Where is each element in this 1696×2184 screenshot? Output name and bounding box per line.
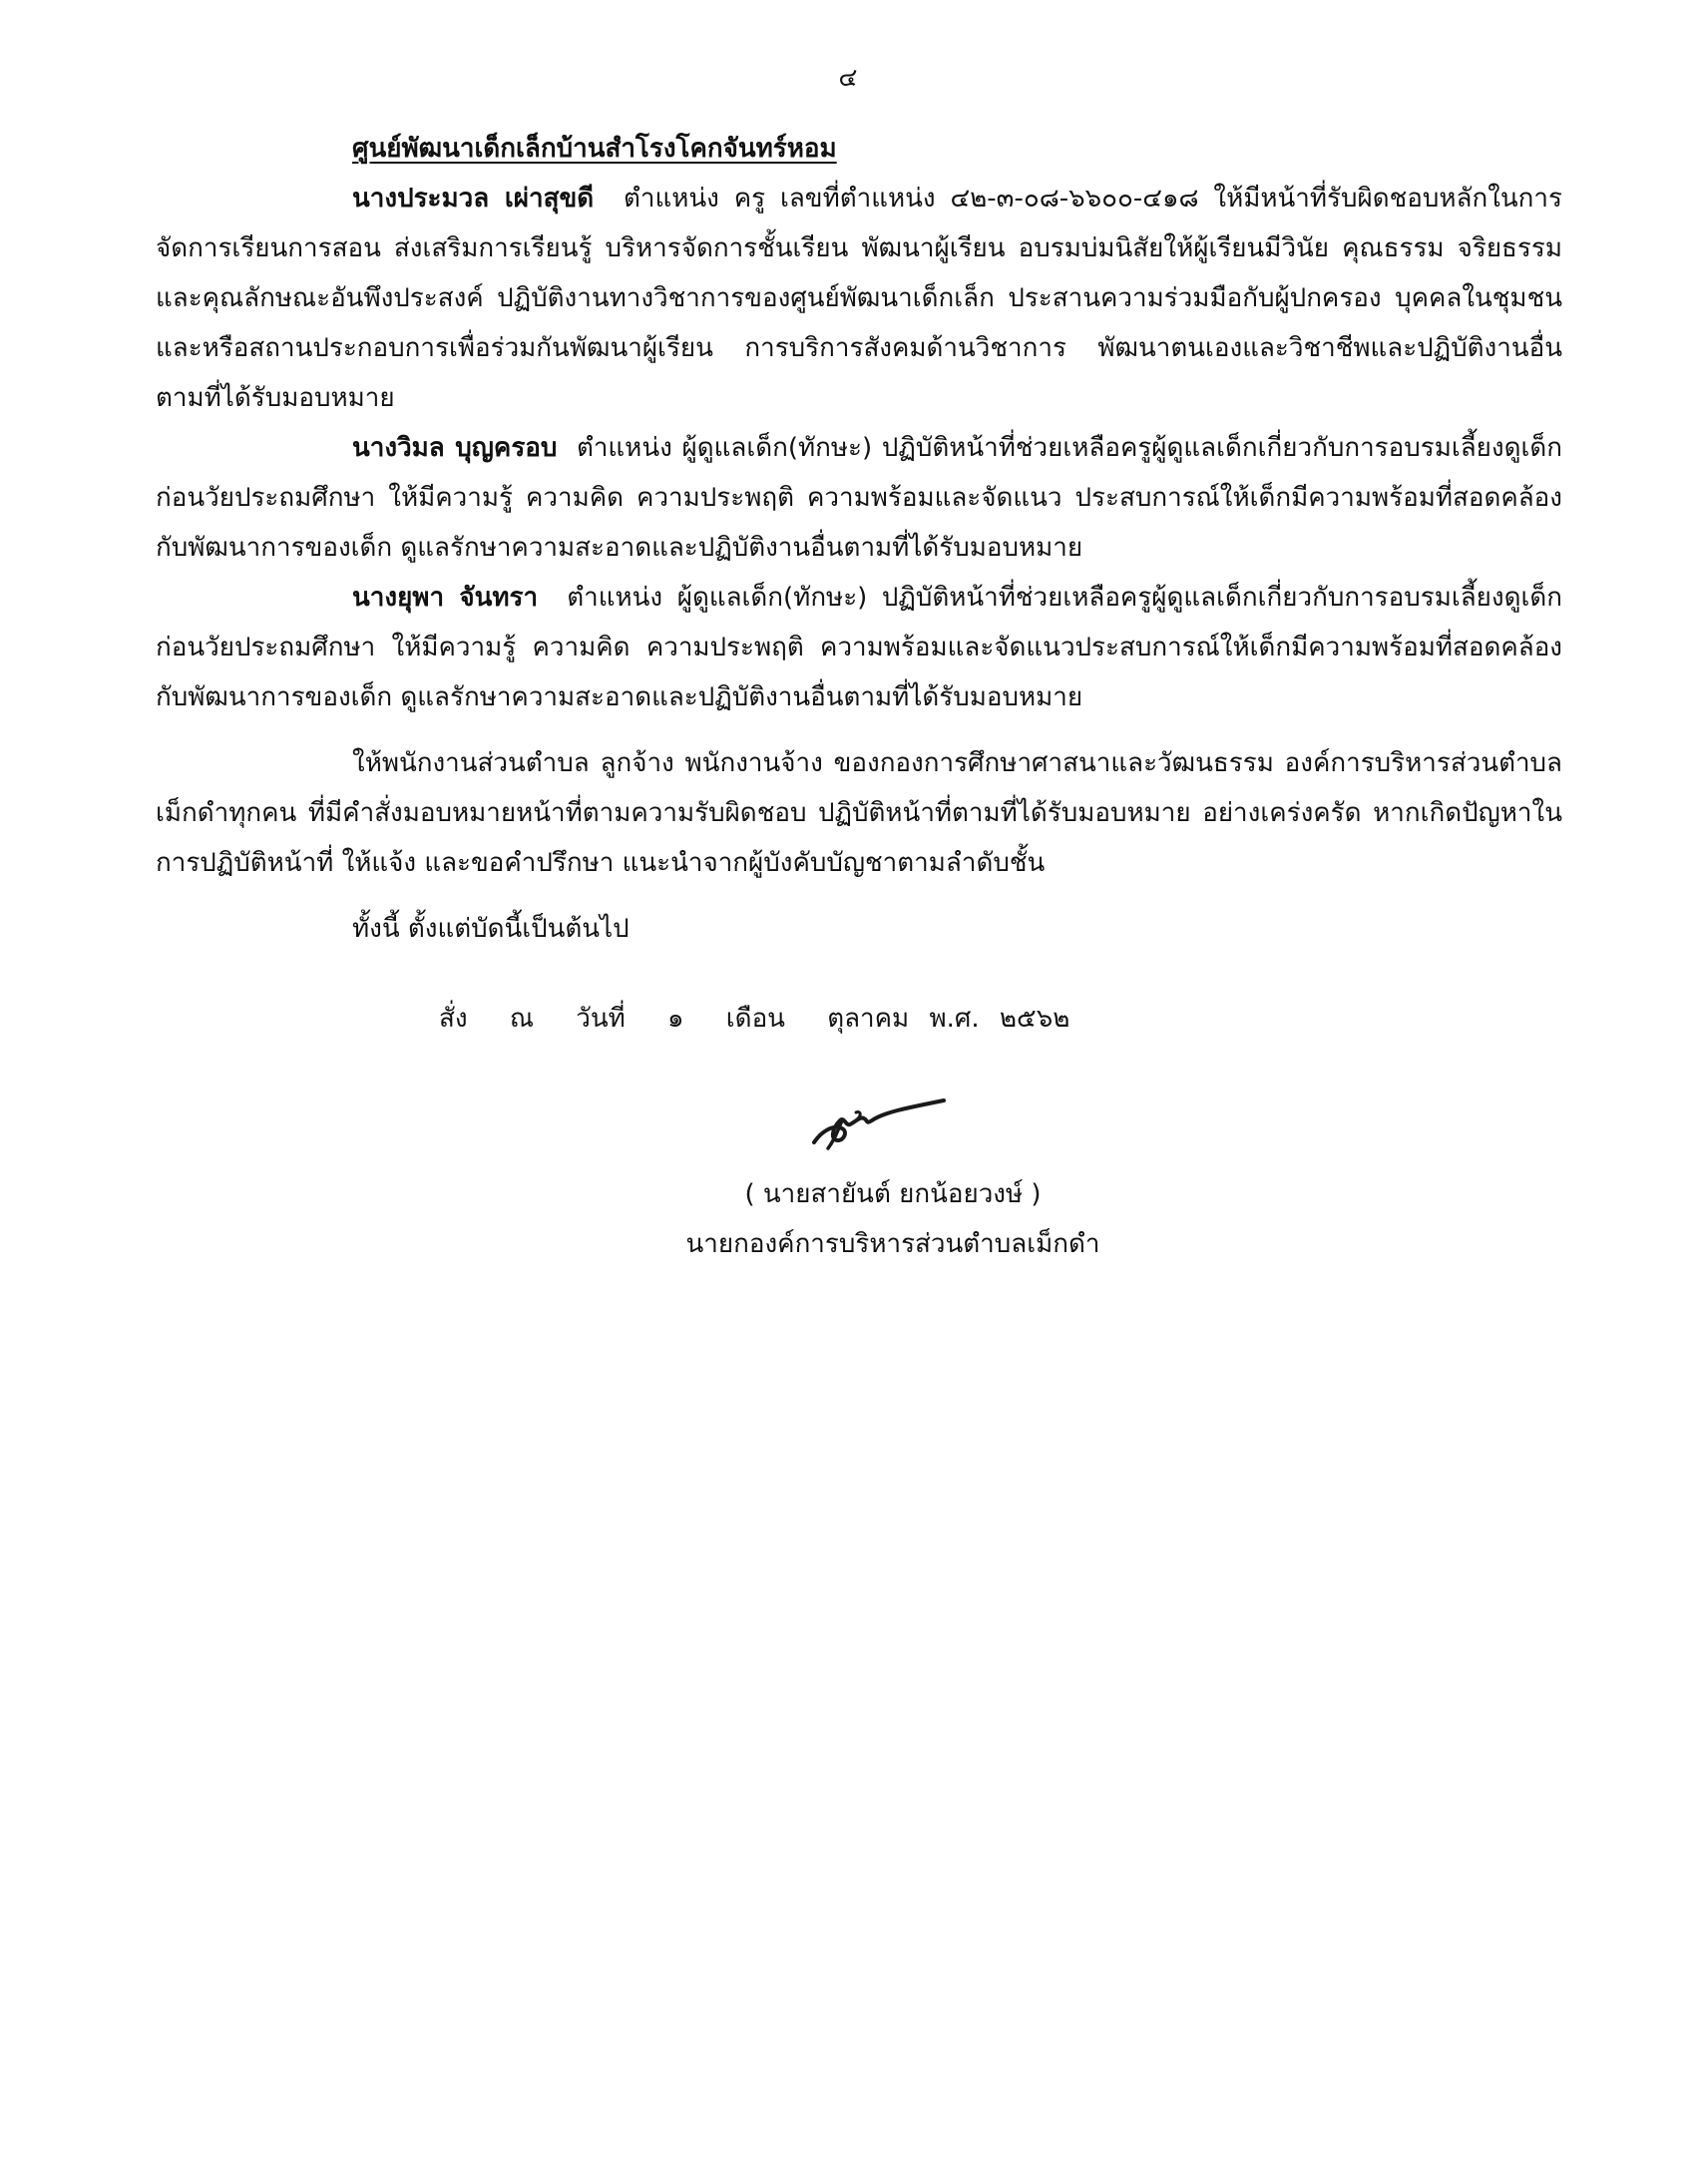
section-heading: ศูนย์พัฒนาเด็กเล็กบ้านสำโรงโคกจันทร์หอม [352,134,837,164]
date-year: ๒๕๖๒ [999,1004,1070,1034]
staff-paragraph-1 [156,174,1562,423]
date-prefix: สั่ง [439,1004,468,1034]
staff-duty: ตำแหน่ง ผู้ดูแลเด็ก(ทักษะ) ปฏิบัติหน้าที่ช่วยเหลือครูผู้ดูแลเด็กเกี่ยวกับการอบรมเลี้ยงดูเด็กก่อนวัยประถมศึกษา ให้มีความรู้ ความคิด ความประพฤติ ความพร้อมและจัดแนว ประสบการณ์ให้เด็กมีความพร้อมที่สอดคล้องกับพัฒนาการของเด็ก ดูแลรักษาความสะอาดและปฏิบัติงานอื่นตามที่ได้รับมอบหมาย [156,433,1563,563]
effective-clause: ทั้งนี้ ตั้งแต่บัดนี้เป็นต้นไป [352,914,630,944]
staff-paragraph-3 [156,573,1562,722]
signatory-title: นายกองค์การบริหารส่วนตำบลเม็กดำ [685,1229,1100,1259]
page-number: ๔ [838,63,858,92]
staff-name: นางวิมล บุญครอบ [352,433,558,463]
date-year-label: พ.ศ. [929,1004,980,1034]
staff-name: นางประมวล เผ่าสุขดี [352,184,595,214]
order-date [439,998,1103,1039]
date-month-label: เดือน [725,1004,785,1034]
staff-duty: ตำแหน่ง ครู เลขที่ตำแหน่ง ๔๒-๓-๐๘-๖๖๐๐-๔๑๘ ให้มีหน้าที่รับผิดชอบหลักในการจัดการเรียนการสอน ส่งเสริมการเรียนรู้ บริหารจัดการชั้นเรียน พัฒนาผู้เรียน อบรมบ่มนิสัยให้ผู้เรียนมีวินัย คุณธรรม จริยธรรม และคุณลักษณะอันพึงประสงค์ ปฏิบัติงานทางวิชาการของศูนย์พัฒนาเด็กเล็ก ประสานความร่วมมือกับผู้ปกครอง บุคคลในชุมชน และหรือสถานประกอบการเพื่อร่วมกันพัฒนาผู้เรียน การบริการสังคมด้านวิชาการ พัฒนาตนเองและวิชาชีพและปฏิบัติงานอื่นตามที่ได้รับมอบหมาย [156,184,1562,413]
date-day-label: วันที่ [576,1004,626,1034]
staff-duty: ตำแหน่ง ผู้ดูแลเด็ก(ทักษะ) ปฏิบัติหน้าที่ช่วยเหลือครูผู้ดูแลเด็กเกี่ยวกับการอบรมเลี้ยงดูเด็กก่อนวัยประถมศึกษา ให้มีความรู้ ความคิด ความประพฤติ ความพร้อมและจัดแนวประสบการณ์ให้เด็กมีความพร้อมที่สอดคล้องกับพัฒนาการของเด็ก ดูแลรักษาความสะอาดและปฏิบัติงานอื่นตามที่ได้รับมอบหมาย [156,583,1562,712]
document-body [156,124,1562,954]
signatory-name: ( นายสายันต์ ยกน้อยวงษ์ ) [744,1179,1042,1209]
staff-paragraph-2 [156,423,1562,573]
date-day: ๑ [667,1004,684,1034]
date-at: ณ [509,1004,534,1034]
staff-name: นางยุพา จันทรา [352,583,539,613]
instruction-paragraph: ให้พนักงานส่วนตำบล ลูกจ้าง พนักงานจ้าง ของกองการศึกษาศาสนาและวัฒนธรรม องค์การบริหารส่วนตำบลเม็กดำทุกคน ที่มีคำสั่งมอบหมายหน้าที่ตามความรับผิดชอบ ปฏิบัติหน้าที่ตามที่ได้รับมอบหมาย อย่างเคร่งครัด หากเกิดปัญหาในการปฏิบัติหน้าที่ ให้แจ้ง และขอคำปรึกษา แนะนำจากผู้บังคับบัญชาตามลำดับชั้น [156,748,1562,878]
handwritten-signature [804,1091,954,1152]
date-month: ตุลาคม [827,1004,910,1034]
